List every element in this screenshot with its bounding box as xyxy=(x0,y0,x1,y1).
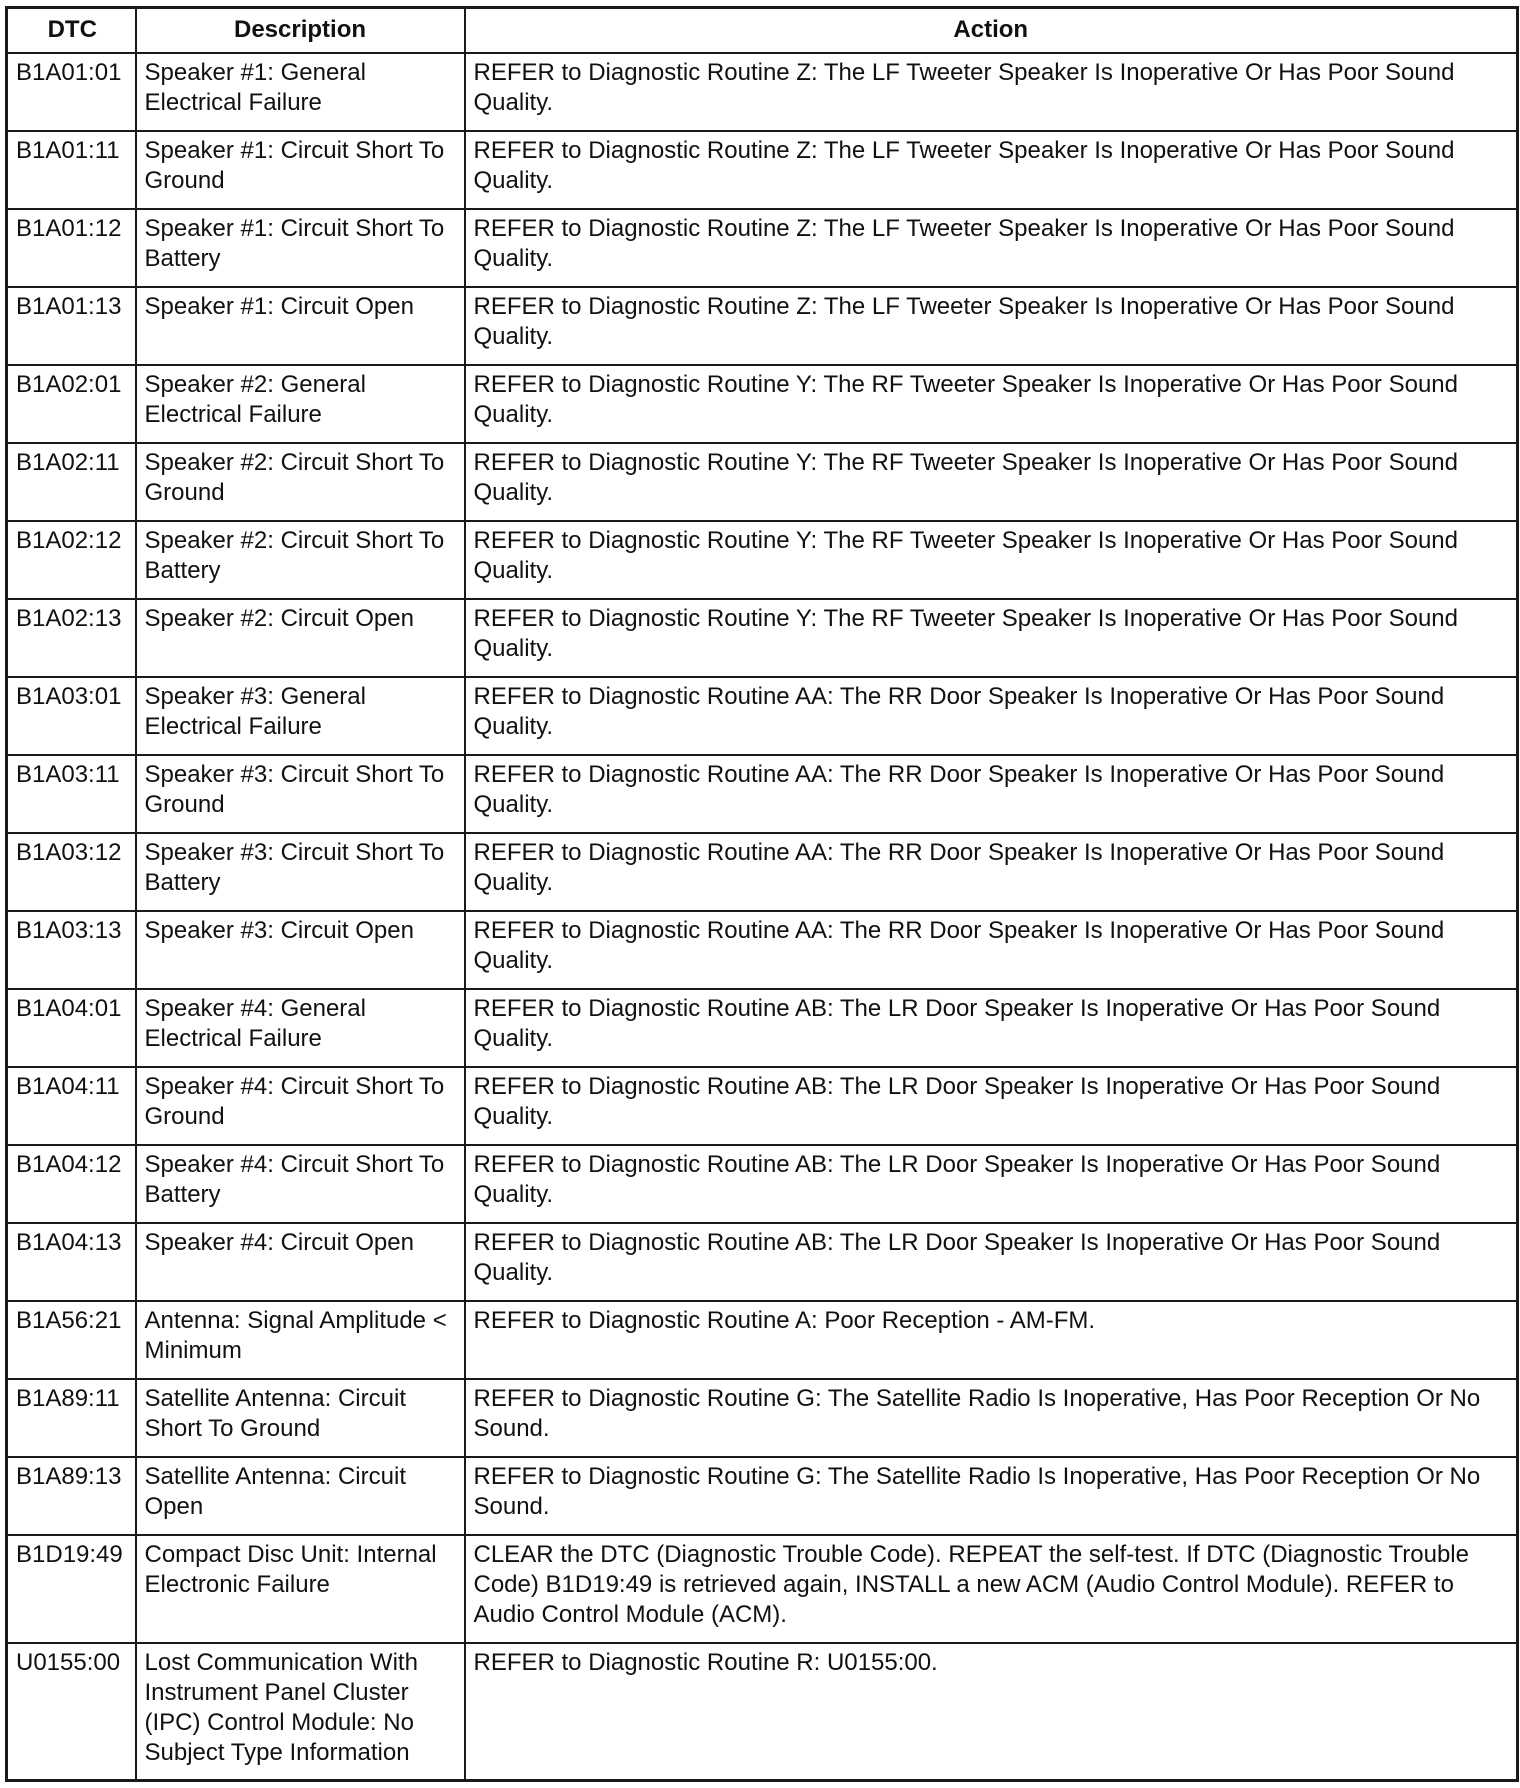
dtc-cell: B1A89:11 xyxy=(7,1379,136,1457)
description-cell: Speaker #4: Circuit Open xyxy=(136,1223,465,1301)
dtc-cell: B1A04:01 xyxy=(7,989,136,1067)
table-row xyxy=(7,1223,1518,1301)
dtc-cell: B1A01:13 xyxy=(7,287,136,365)
action-cell: REFER to Diagnostic Routine AA: The RR Door Speaker Is Inoperative Or Has Poor Sound Quality. xyxy=(465,833,1518,911)
column-header-action: Action xyxy=(465,8,1518,53)
dtc-cell: B1A56:21 xyxy=(7,1301,136,1379)
table-row xyxy=(7,1535,1518,1643)
table-row xyxy=(7,1643,1518,1781)
dtc-cell: B1A02:11 xyxy=(7,443,136,521)
table-row xyxy=(7,677,1518,755)
table-row xyxy=(7,911,1518,989)
action-cell: REFER to Diagnostic Routine AB: The LR Door Speaker Is Inoperative Or Has Poor Sound Quality. xyxy=(465,989,1518,1067)
dtc-cell: B1A03:11 xyxy=(7,755,136,833)
action-cell: REFER to Diagnostic Routine Z: The LF Tweeter Speaker Is Inoperative Or Has Poor Sound Quality. xyxy=(465,131,1518,209)
description-cell: Speaker #1: Circuit Short To Battery xyxy=(136,209,465,287)
table-row xyxy=(7,365,1518,443)
dtc-cell: B1A03:01 xyxy=(7,677,136,755)
table-row xyxy=(7,209,1518,287)
dtc-cell: B1A89:13 xyxy=(7,1457,136,1535)
action-cell: REFER to Diagnostic Routine Z: The LF Tweeter Speaker Is Inoperative Or Has Poor Sound Quality. xyxy=(465,287,1518,365)
table-row xyxy=(7,521,1518,599)
dtc-cell: B1A04:12 xyxy=(7,1145,136,1223)
table-row xyxy=(7,1067,1518,1145)
description-cell: Speaker #4: Circuit Short To Battery xyxy=(136,1145,465,1223)
dtc-cell: B1A01:12 xyxy=(7,209,136,287)
action-cell: REFER to Diagnostic Routine AB: The LR Door Speaker Is Inoperative Or Has Poor Sound Quality. xyxy=(465,1223,1518,1301)
description-cell: Speaker #4: General Electrical Failure xyxy=(136,989,465,1067)
description-cell: Speaker #1: General Electrical Failure xyxy=(136,53,465,131)
table-row xyxy=(7,1301,1518,1379)
description-cell: Lost Communication With Instrument Panel Cluster (IPC) Control Module: No Subject Type Information xyxy=(136,1643,465,1781)
description-cell: Satellite Antenna: Circuit Short To Ground xyxy=(136,1379,465,1457)
table-row xyxy=(7,131,1518,209)
action-cell: REFER to Diagnostic Routine R: U0155:00. xyxy=(465,1643,1518,1781)
table-body xyxy=(7,53,1518,1781)
dtc-cell: B1A01:01 xyxy=(7,53,136,131)
dtc-cell: B1A02:12 xyxy=(7,521,136,599)
action-cell: REFER to Diagnostic Routine A: Poor Reception - AM-FM. xyxy=(465,1301,1518,1379)
dtc-cell: B1A04:13 xyxy=(7,1223,136,1301)
table-row xyxy=(7,287,1518,365)
dtc-cell: B1A02:13 xyxy=(7,599,136,677)
action-cell: REFER to Diagnostic Routine AA: The RR Door Speaker Is Inoperative Or Has Poor Sound Quality. xyxy=(465,911,1518,989)
column-header-description: Description xyxy=(136,8,465,53)
description-cell: Compact Disc Unit: Internal Electronic Failure xyxy=(136,1535,465,1643)
table-row xyxy=(7,989,1518,1067)
table-row xyxy=(7,755,1518,833)
table-row xyxy=(7,833,1518,911)
description-cell: Antenna: Signal Amplitude < Minimum xyxy=(136,1301,465,1379)
action-cell: REFER to Diagnostic Routine AB: The LR Door Speaker Is Inoperative Or Has Poor Sound Quality. xyxy=(465,1067,1518,1145)
description-cell: Speaker #2: Circuit Short To Battery xyxy=(136,521,465,599)
action-cell: REFER to Diagnostic Routine Z: The LF Tweeter Speaker Is Inoperative Or Has Poor Sound Quality. xyxy=(465,209,1518,287)
action-cell: REFER to Diagnostic Routine Y: The RF Tweeter Speaker Is Inoperative Or Has Poor Sound Quality. xyxy=(465,443,1518,521)
description-cell: Speaker #3: Circuit Short To Battery xyxy=(136,833,465,911)
action-cell: REFER to Diagnostic Routine AB: The LR Door Speaker Is Inoperative Or Has Poor Sound Quality. xyxy=(465,1145,1518,1223)
dtc-cell: U0155:00 xyxy=(7,1643,136,1781)
description-cell: Speaker #1: Circuit Short To Ground xyxy=(136,131,465,209)
action-cell: REFER to Diagnostic Routine G: The Satellite Radio Is Inoperative, Has Poor Reception Or No Sound. xyxy=(465,1379,1518,1457)
dtc-table xyxy=(5,6,1519,1782)
header-row xyxy=(7,8,1518,53)
dtc-cell: B1D19:49 xyxy=(7,1535,136,1643)
action-cell: REFER to Diagnostic Routine AA: The RR Door Speaker Is Inoperative Or Has Poor Sound Quality. xyxy=(465,755,1518,833)
dtc-cell: B1A04:11 xyxy=(7,1067,136,1145)
description-cell: Speaker #2: Circuit Open xyxy=(136,599,465,677)
table-row xyxy=(7,1379,1518,1457)
action-cell: REFER to Diagnostic Routine Y: The RF Tweeter Speaker Is Inoperative Or Has Poor Sound Quality. xyxy=(465,599,1518,677)
action-cell: REFER to Diagnostic Routine Z: The LF Tweeter Speaker Is Inoperative Or Has Poor Sound Quality. xyxy=(465,53,1518,131)
column-header-dtc: DTC xyxy=(7,8,136,53)
table-row xyxy=(7,599,1518,677)
description-cell: Satellite Antenna: Circuit Open xyxy=(136,1457,465,1535)
description-cell: Speaker #4: Circuit Short To Ground xyxy=(136,1067,465,1145)
dtc-cell: B1A02:01 xyxy=(7,365,136,443)
action-cell: CLEAR the DTC (Diagnostic Trouble Code). REPEAT the self-test. If DTC (Diagnostic Trouble Code) B1D19:49 is retrieved again, INSTALL a new ACM (Audio Control Module). REFER to Audio Control Module (ACM). xyxy=(465,1535,1518,1643)
dtc-cell: B1A01:11 xyxy=(7,131,136,209)
description-cell: Speaker #2: General Electrical Failure xyxy=(136,365,465,443)
table-row xyxy=(7,1145,1518,1223)
table-row xyxy=(7,53,1518,131)
dtc-cell: B1A03:12 xyxy=(7,833,136,911)
action-cell: REFER to Diagnostic Routine G: The Satellite Radio Is Inoperative, Has Poor Reception Or No Sound. xyxy=(465,1457,1518,1535)
description-cell: Speaker #1: Circuit Open xyxy=(136,287,465,365)
description-cell: Speaker #3: General Electrical Failure xyxy=(136,677,465,755)
description-cell: Speaker #3: Circuit Open xyxy=(136,911,465,989)
description-cell: Speaker #3: Circuit Short To Ground xyxy=(136,755,465,833)
table-row xyxy=(7,443,1518,521)
action-cell: REFER to Diagnostic Routine Y: The RF Tweeter Speaker Is Inoperative Or Has Poor Sound Quality. xyxy=(465,521,1518,599)
action-cell: REFER to Diagnostic Routine AA: The RR Door Speaker Is Inoperative Or Has Poor Sound Quality. xyxy=(465,677,1518,755)
action-cell: REFER to Diagnostic Routine Y: The RF Tweeter Speaker Is Inoperative Or Has Poor Sound Quality. xyxy=(465,365,1518,443)
table-row xyxy=(7,1457,1518,1535)
dtc-cell: B1A03:13 xyxy=(7,911,136,989)
description-cell: Speaker #2: Circuit Short To Ground xyxy=(136,443,465,521)
